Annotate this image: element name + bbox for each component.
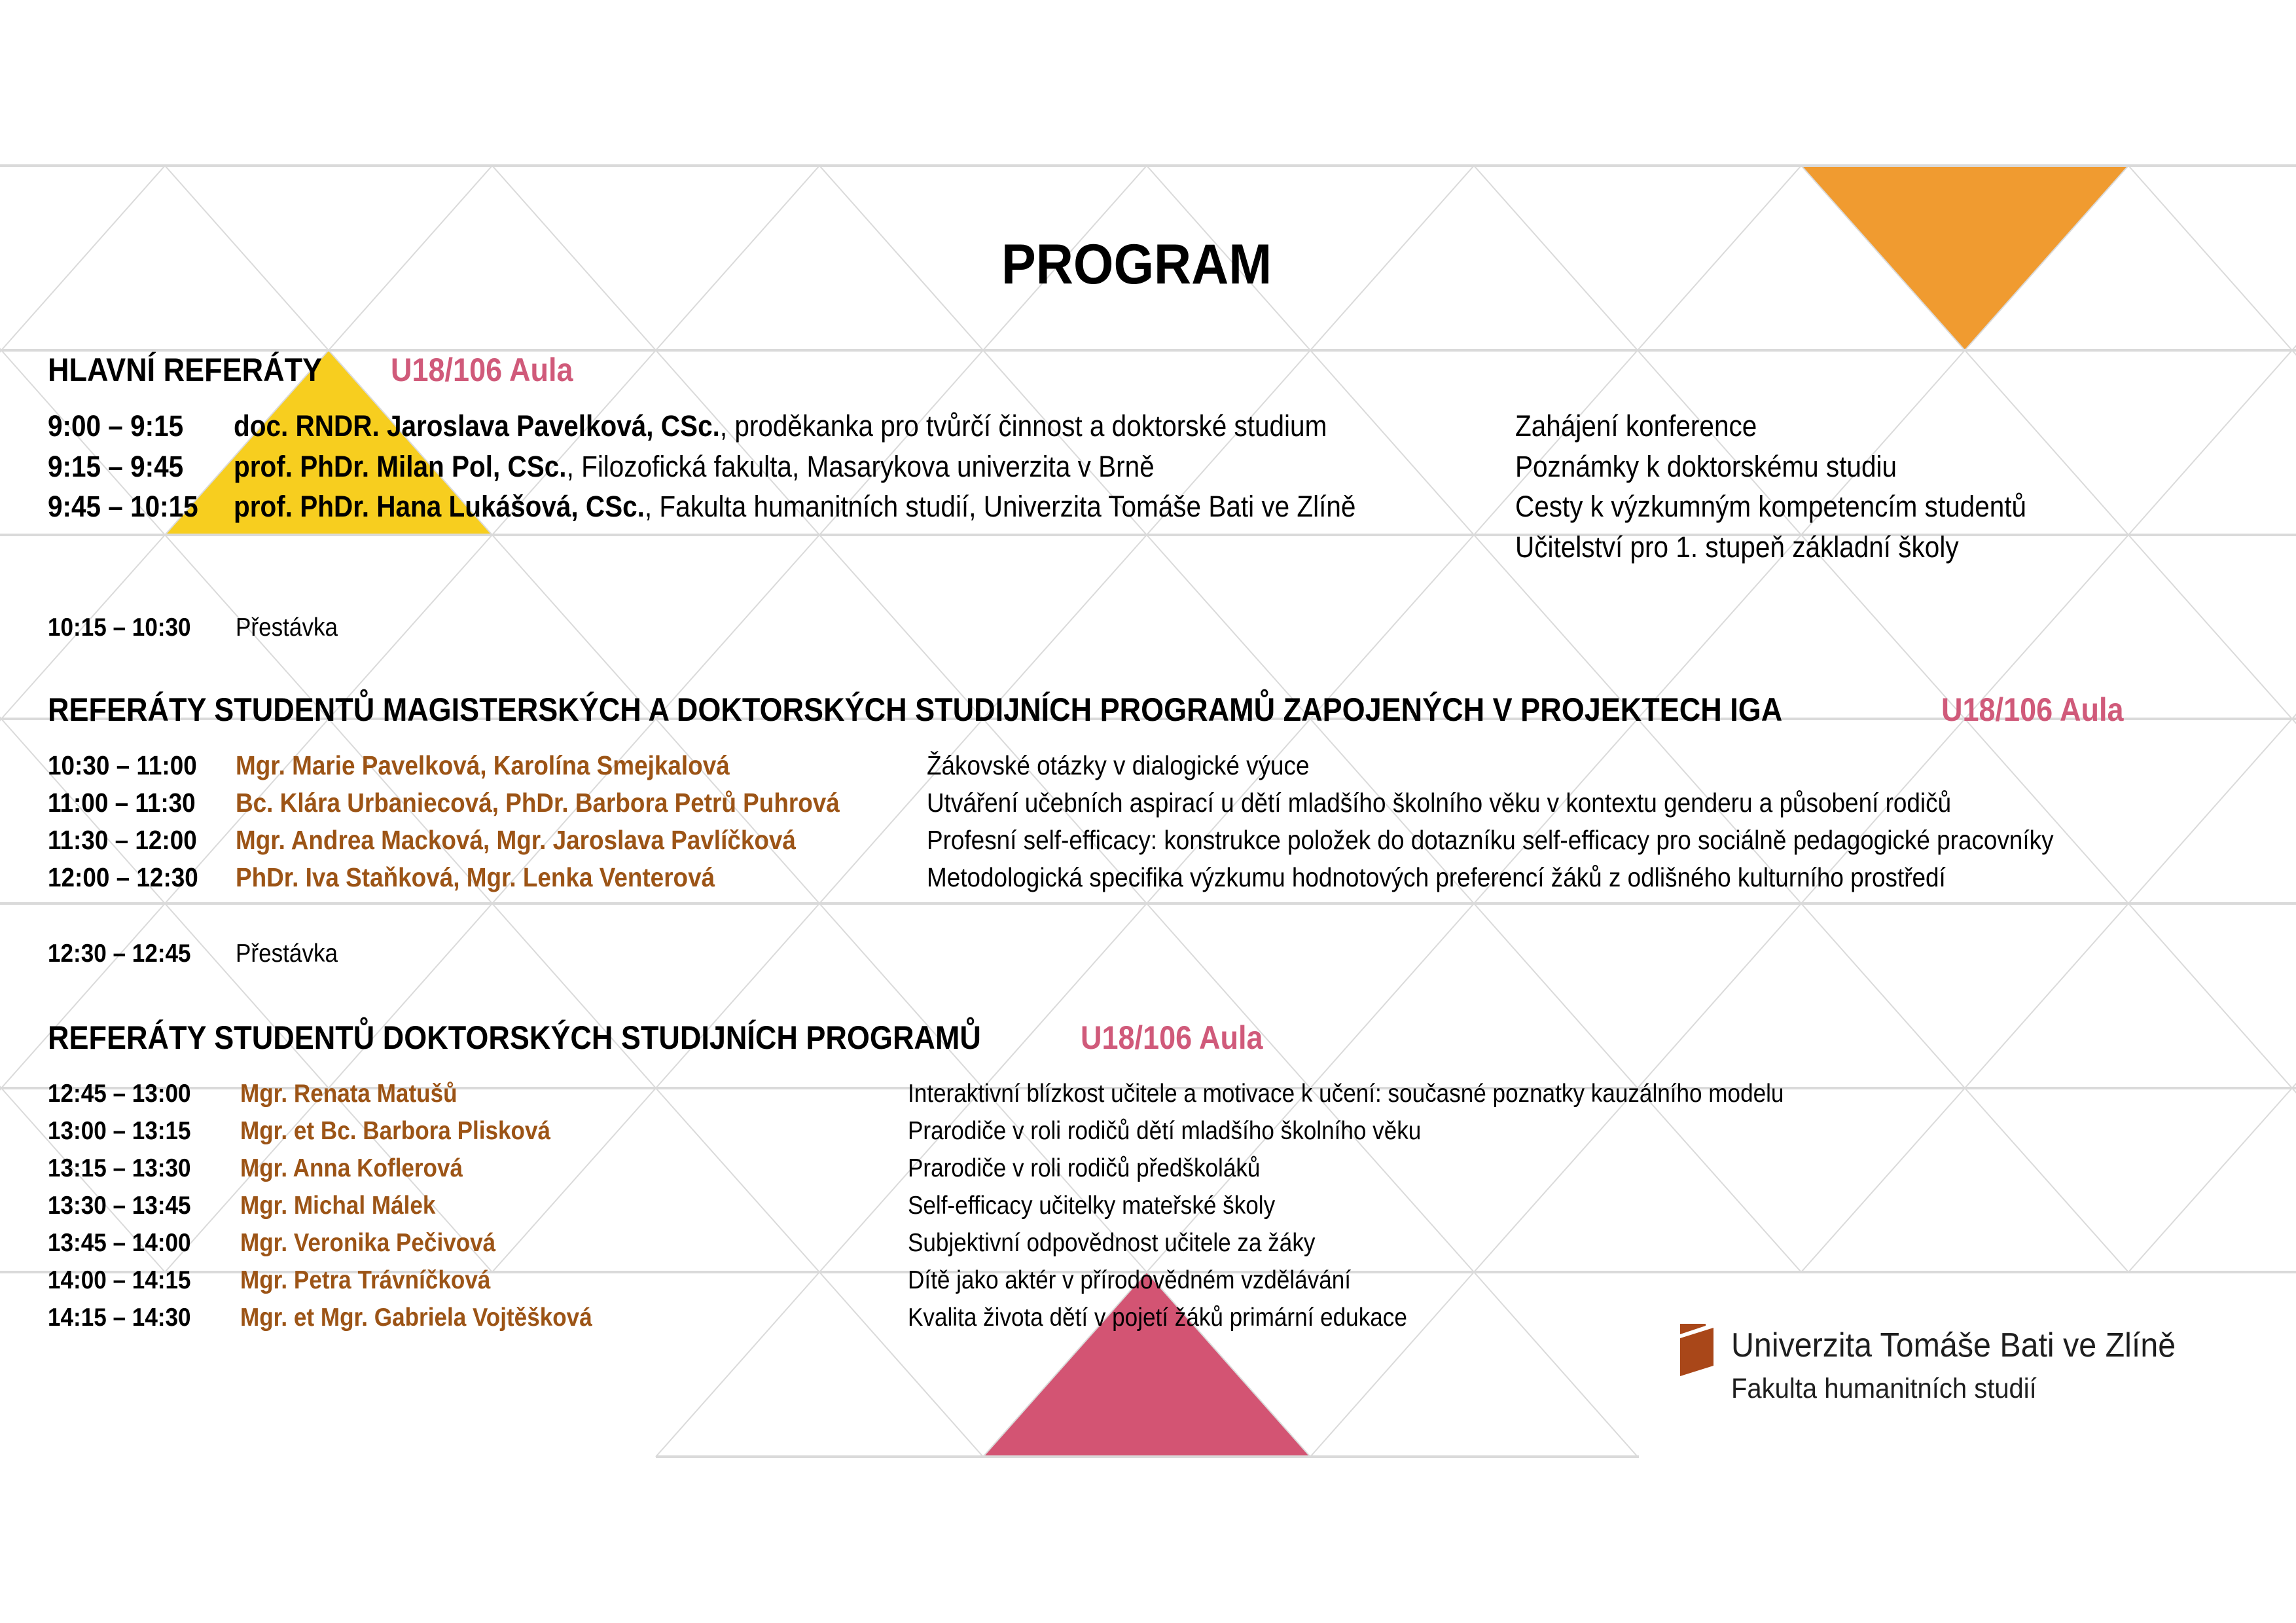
row-topic: Interaktivní blízkost učitele a motivace k učení: současné poznatky kauzálního modelu xyxy=(908,1080,1784,1108)
row-topic: Poznámky k doktorskému studiu xyxy=(1515,450,1897,483)
section-heading-iga: REFERÁTY STUDENTŮ MAGISTERSKÝCH A DOKTORSKÝCH STUDIJNÍCH PROGRAMŮ ZAPOJENÝCH V PROJEKTECH IGA xyxy=(48,691,1783,728)
grid-diagonal-line xyxy=(1310,903,1474,1088)
grid-diagonal-line xyxy=(0,535,1,719)
row-time: 12:00 – 12:30 xyxy=(48,862,198,892)
row-speaker-line xyxy=(234,450,1155,484)
grid-diagonal-line xyxy=(1,903,165,1088)
row-time: 11:30 – 12:00 xyxy=(48,825,197,855)
grid-diagonal-line xyxy=(1310,1272,1474,1457)
grid-diagonal-line xyxy=(1801,903,1965,1088)
speaker-name: Bc. Klára Urbaniecová, PhDr. Barbora Petrů Puhrová xyxy=(236,788,840,818)
row-topic: Utváření učebních aspirací u dětí mladšího školního věku v kontextu genderu a působení rodičů xyxy=(927,788,1952,818)
speaker-name: prof. PhDr. Hana Lukášová, CSc. xyxy=(234,490,645,523)
grid-diagonal-line xyxy=(2292,535,2296,719)
grid-diagonal-line xyxy=(819,903,983,1088)
grid-diagonal-line xyxy=(0,903,1,1088)
grid-diagonal-line xyxy=(2128,719,2292,903)
speaker-name: Mgr. Petra Trávníčková xyxy=(240,1266,491,1294)
row-time: 13:30 – 13:45 xyxy=(48,1192,191,1220)
row-topic: Kvalita života dětí v pojetí žáků primární edukace xyxy=(908,1304,1407,1332)
row-topic: Zahájení konference xyxy=(1515,409,1757,443)
speaker-name: Mgr. Veronika Pečivová xyxy=(240,1229,496,1257)
grid-diagonal-line xyxy=(329,166,492,350)
grid-diagonal-line xyxy=(1638,166,1801,350)
speaker-name: Mgr. Anna Koflerová xyxy=(240,1154,463,1182)
page-title: PROGRAM xyxy=(1001,233,1272,296)
row-time: 12:45 – 13:00 xyxy=(48,1080,191,1108)
grid-diagonal-line xyxy=(1638,1088,1801,1272)
row-topic: Profesní self-efficacy: konstrukce položek do dotazníku self-efficacy pro sociálně pedagogické pracovníky xyxy=(927,825,2054,855)
speaker-affiliation: , proděkanka pro tvůrčí činnost a doktorské studium xyxy=(719,409,1327,443)
row-topic: Dítě jako aktér v přírodovědném vzdělávání xyxy=(908,1266,1351,1294)
grid-diagonal-line xyxy=(1474,166,1638,350)
grid-diagonal-line xyxy=(165,166,329,350)
row-time: 9:45 – 10:15 xyxy=(48,490,198,523)
section-location: U18/106 Aula xyxy=(1941,691,2124,728)
section-heading-doctoral: REFERÁTY STUDENTŮ DOKTORSKÝCH STUDIJNÍCH PROGRAMŮ xyxy=(48,1019,981,1056)
grid-diagonal-line xyxy=(165,903,329,1088)
grid-diagonal-line xyxy=(656,1088,819,1272)
speaker-name: doc. RNDR. Jaroslava Pavelková, CSc. xyxy=(234,409,720,443)
book-icon xyxy=(1678,1324,1716,1377)
grid-diagonal-line xyxy=(656,166,819,350)
section-location: U18/106 Aula xyxy=(1081,1019,1263,1056)
speaker-name: prof. PhDr. Milan Pol, CSc. xyxy=(234,450,567,483)
logo-faculty-name: Fakulta humanitních studií xyxy=(1731,1373,2037,1404)
row-topic: Prarodiče v roli rodičů předškoláků xyxy=(908,1154,1261,1182)
section-heading-main-talks: HLAVNÍ REFERÁTY xyxy=(48,352,323,388)
grid-diagonal-line xyxy=(1801,1088,1965,1272)
row-time: 14:00 – 14:15 xyxy=(48,1266,191,1294)
grid-diagonal-line xyxy=(2292,719,2296,903)
row-time: 13:15 – 13:30 xyxy=(48,1154,191,1182)
row-time: 14:15 – 14:30 xyxy=(48,1304,191,1332)
grid-diagonal-line xyxy=(1474,903,1638,1088)
grid-diagonal-line xyxy=(492,903,656,1088)
speaker-name: Mgr. Michal Málek xyxy=(240,1192,436,1220)
grid-diagonal-line xyxy=(492,166,656,350)
grid-diagonal-line xyxy=(1,166,165,350)
row-topic: Žákovské otázky v dialogické výuce xyxy=(927,750,1310,780)
grid-diagonal-line xyxy=(1474,1272,1638,1457)
grid-diagonal-line xyxy=(2292,166,2296,350)
row-time: 9:00 – 9:15 xyxy=(48,409,184,443)
row-topic-line2: Učitelství pro 1. stupeň základní školy xyxy=(1515,530,1959,564)
grid-diagonal-line xyxy=(1965,719,2128,903)
grid-diagonal-line xyxy=(656,1272,819,1457)
break-time: 10:15 – 10:30 xyxy=(48,613,191,642)
row-speaker-line xyxy=(234,490,1355,524)
speaker-affiliation: , Filozofická fakulta, Masarykova univerzita v Brně xyxy=(566,450,1155,483)
row-topic: Self-efficacy učitelky mateřské školy xyxy=(908,1192,1276,1220)
grid-diagonal-line xyxy=(1147,903,1310,1088)
grid-diagonal-line xyxy=(329,903,492,1088)
logo-university-name: Univerzita Tomáše Bati ve Zlíně xyxy=(1731,1326,2176,1364)
grid-diagonal-line xyxy=(2128,1088,2292,1272)
speaker-name: Mgr. Andrea Macková, Mgr. Jaroslava Pavlíčková xyxy=(236,825,796,855)
grid-diagonal-line xyxy=(1310,166,1474,350)
grid-diagonal-line xyxy=(2128,166,2292,350)
orange-accent-triangle xyxy=(1801,166,2128,350)
speaker-name: Mgr. Marie Pavelková, Karolína Smejkalová xyxy=(236,750,730,780)
speaker-name: Mgr. Renata Matušů xyxy=(240,1080,457,1108)
grid-diagonal-line xyxy=(1638,903,1801,1088)
grid-diagonal-line xyxy=(2292,1088,2296,1272)
speaker-name: Mgr. et Mgr. Gabriela Vojtěšková xyxy=(240,1304,592,1332)
row-time: 11:00 – 11:30 xyxy=(48,788,196,818)
row-topic: Metodologická specifika výzkumu hodnotových preferencí žáků z odlišného kulturního prostředí xyxy=(927,862,1946,892)
grid-diagonal-line xyxy=(0,350,1,535)
grid-diagonal-line xyxy=(1474,1088,1638,1272)
section-location: U18/106 Aula xyxy=(391,352,573,388)
row-topic: Subjektivní odpovědnost učitele za žáky xyxy=(908,1229,1316,1257)
speaker-name: Mgr. et Bc. Barbora Plisková xyxy=(240,1117,551,1145)
grid-diagonal-line xyxy=(2292,903,2296,1088)
pink-accent-triangle xyxy=(983,1272,1310,1457)
grid-diagonal-line xyxy=(819,1272,983,1457)
grid-diagonal-line xyxy=(1965,1088,2128,1272)
grid-diagonal-line xyxy=(0,166,1,350)
grid-diagonal-line xyxy=(492,1088,656,1272)
row-time: 10:30 – 11:00 xyxy=(48,750,197,780)
row-time: 13:45 – 14:00 xyxy=(48,1229,191,1257)
grid-diagonal-line xyxy=(2292,350,2296,535)
grid-diagonal-line xyxy=(819,166,983,350)
break-time: 12:30 – 12:45 xyxy=(48,939,191,968)
speaker-affiliation: , Fakulta humanitních studií, Univerzita Tomáše Bati ve Zlíně xyxy=(644,490,1356,523)
row-time: 13:00 – 13:15 xyxy=(48,1117,191,1145)
row-topic: Cesty k výzkumným kompetencím studentů xyxy=(1515,490,2027,523)
row-time: 9:15 – 9:45 xyxy=(48,450,184,483)
row-speaker-line xyxy=(234,409,1327,443)
grid-diagonal-line xyxy=(656,903,819,1088)
grid-diagonal-line xyxy=(2128,903,2292,1088)
row-topic: Prarodiče v roli rodičů dětí mladšího školního věku xyxy=(908,1117,1422,1145)
grid-diagonal-line xyxy=(1965,903,2128,1088)
grid-diagonal-line xyxy=(2128,535,2292,719)
grid-diagonal-line xyxy=(0,719,1,903)
grid-diagonal-line xyxy=(2128,350,2292,535)
grid-diagonal-line xyxy=(0,1088,1,1272)
grid-diagonal-line xyxy=(983,903,1147,1088)
grid-diagonal-line xyxy=(1310,1088,1474,1272)
speaker-name: PhDr. Iva Staňková, Mgr. Lenka Venterová xyxy=(236,862,715,892)
break-label: Přestávka xyxy=(236,939,338,968)
break-label: Přestávka xyxy=(236,613,338,642)
